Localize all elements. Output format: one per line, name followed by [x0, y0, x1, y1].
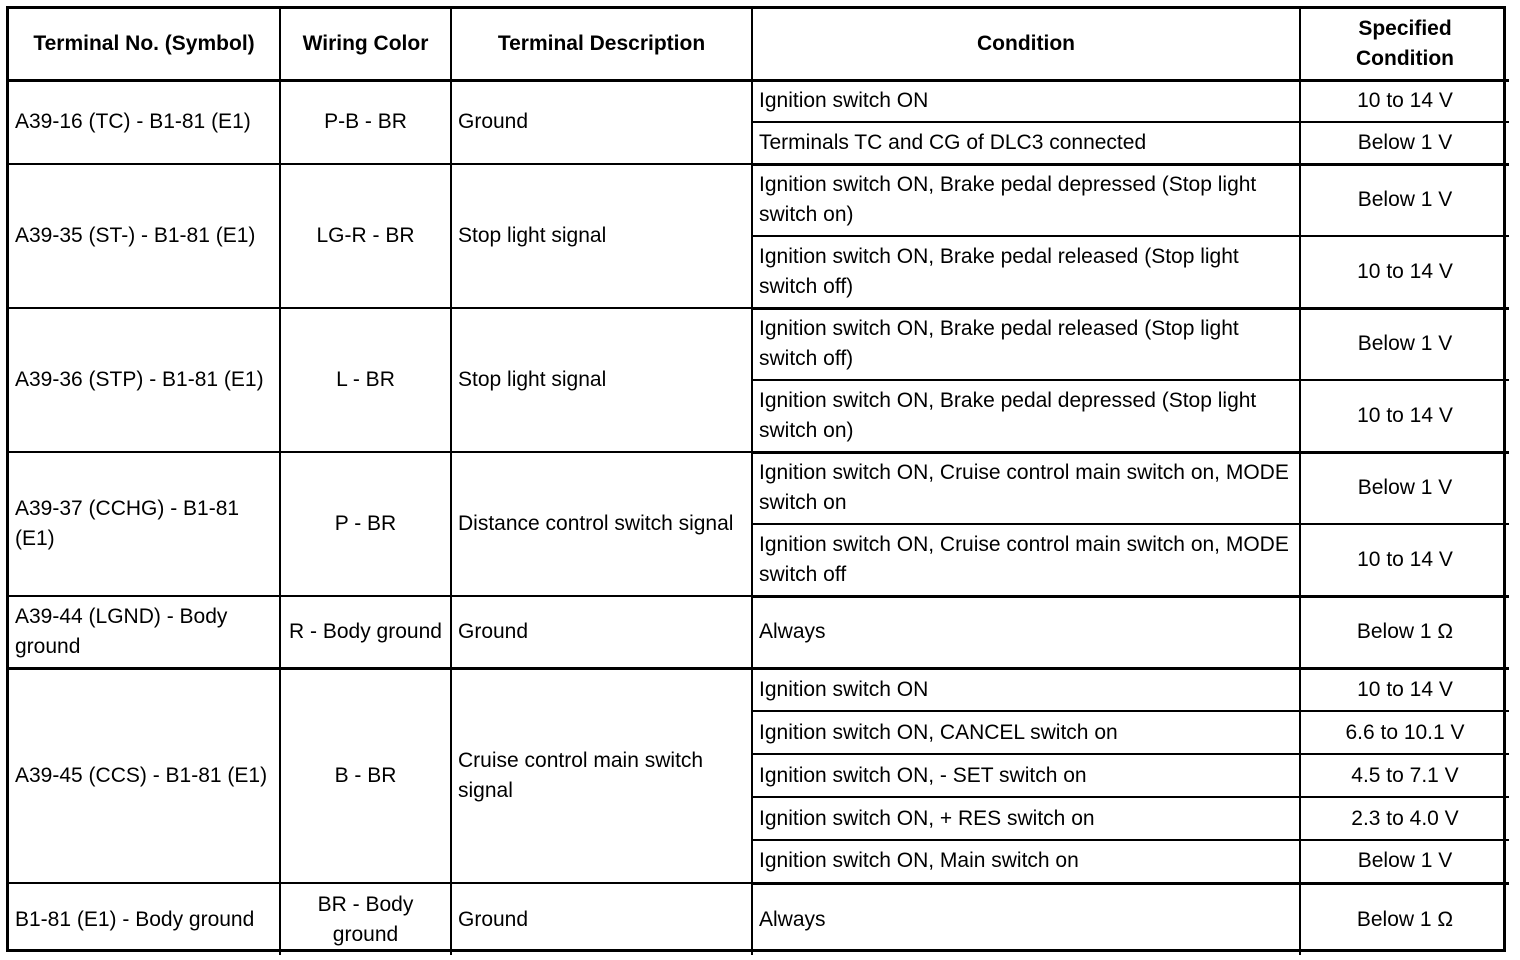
specified-cell: Below 1 Ω — [1300, 596, 1509, 668]
description-cell: Ground — [451, 596, 752, 668]
description-cell: Distance control switch signal — [451, 452, 752, 596]
wiring-color-cell: L - BR — [280, 308, 451, 452]
wiring-color-cell: BR - Body ground — [280, 883, 451, 955]
condition-cell: Ignition switch ON, CANCEL switch on — [752, 711, 1300, 754]
specified-cell: 2.3 to 4.0 V — [1300, 797, 1509, 840]
specified-cell: 4.5 to 7.1 V — [1300, 754, 1509, 797]
wiring-color-cell: P-B - BR — [280, 80, 451, 164]
table-row — [9, 452, 1509, 524]
condition-cell: Ignition switch ON, Brake pedal depressed (Stop light switch on) — [752, 380, 1300, 452]
condition-cell: Ignition switch ON — [752, 80, 1300, 122]
terminal-cell: A39-35 (ST-) - B1-81 (E1) — [9, 164, 280, 308]
table-row — [9, 596, 1509, 668]
specified-cell: Below 1 V — [1300, 164, 1509, 236]
condition-cell: Ignition switch ON, - SET switch on — [752, 754, 1300, 797]
specified-cell: 10 to 14 V — [1300, 236, 1509, 308]
description-cell: Ground — [451, 883, 752, 955]
table-row — [9, 668, 1509, 711]
terminal-table-frame — [6, 6, 1506, 952]
table-row — [9, 164, 1509, 236]
wiring-color-cell: P - BR — [280, 452, 451, 596]
specified-cell: Below 1 V — [1300, 452, 1509, 524]
specified-cell: Below 1 V — [1300, 122, 1509, 164]
header-row — [9, 9, 1509, 80]
table-row — [9, 883, 1509, 955]
condition-cell: Always — [752, 596, 1300, 668]
condition-cell: Terminals TC and CG of DLC3 connected — [752, 122, 1300, 164]
specified-cell: 10 to 14 V — [1300, 524, 1509, 596]
specified-cell: 10 to 14 V — [1300, 380, 1509, 452]
description-cell: Cruise control main switch signal — [451, 668, 752, 883]
condition-cell: Ignition switch ON, Brake pedal released (Stop light switch off) — [752, 308, 1300, 380]
condition-cell: Ignition switch ON, Cruise control main switch on, MODE switch off — [752, 524, 1300, 596]
condition-cell: Ignition switch ON — [752, 668, 1300, 711]
terminal-cell: A39-44 (LGND) - Body ground — [9, 596, 280, 668]
condition-cell: Always — [752, 883, 1300, 955]
header-terminal: Terminal No. (Symbol) — [9, 9, 280, 80]
specified-cell: 6.6 to 10.1 V — [1300, 711, 1509, 754]
specified-cell: 10 to 14 V — [1300, 80, 1509, 122]
terminal-cell: A39-37 (CCHG) - B1-81 (E1) — [9, 452, 280, 596]
wiring-color-cell: R - Body ground — [280, 596, 451, 668]
condition-cell: Ignition switch ON, Brake pedal depressed (Stop light switch on) — [752, 164, 1300, 236]
description-cell: Stop light signal — [451, 308, 752, 452]
condition-cell: Ignition switch ON, Brake pedal released (Stop light switch off) — [752, 236, 1300, 308]
description-cell: Stop light signal — [451, 164, 752, 308]
description-cell: Ground — [451, 80, 752, 164]
wiring-color-cell: LG-R - BR — [280, 164, 451, 308]
terminal-cell: B1-81 (E1) - Body ground — [9, 883, 280, 955]
terminal-cell: A39-16 (TC) - B1-81 (E1) — [9, 80, 280, 164]
condition-cell: Ignition switch ON, Main switch on — [752, 840, 1300, 883]
specified-cell: Below 1 V — [1300, 308, 1509, 380]
wiring-color-cell: B - BR — [280, 668, 451, 883]
terminal-table — [9, 9, 1509, 955]
condition-cell: Ignition switch ON, + RES switch on — [752, 797, 1300, 840]
table-row — [9, 308, 1509, 380]
terminal-cell: A39-45 (CCS) - B1-81 (E1) — [9, 668, 280, 883]
specified-cell: Below 1 Ω — [1300, 883, 1509, 955]
header-wiring-color: Wiring Color — [280, 9, 451, 80]
table-row — [9, 80, 1509, 122]
specified-cell: Below 1 V — [1300, 840, 1509, 883]
condition-cell: Ignition switch ON, Cruise control main switch on, MODE switch on — [752, 452, 1300, 524]
terminal-cell: A39-36 (STP) - B1-81 (E1) — [9, 308, 280, 452]
specified-cell: 10 to 14 V — [1300, 668, 1509, 711]
header-terminal-description: Terminal Description — [451, 9, 752, 80]
header-specified-condition: Specified Condition — [1300, 9, 1509, 80]
header-condition: Condition — [752, 9, 1300, 80]
